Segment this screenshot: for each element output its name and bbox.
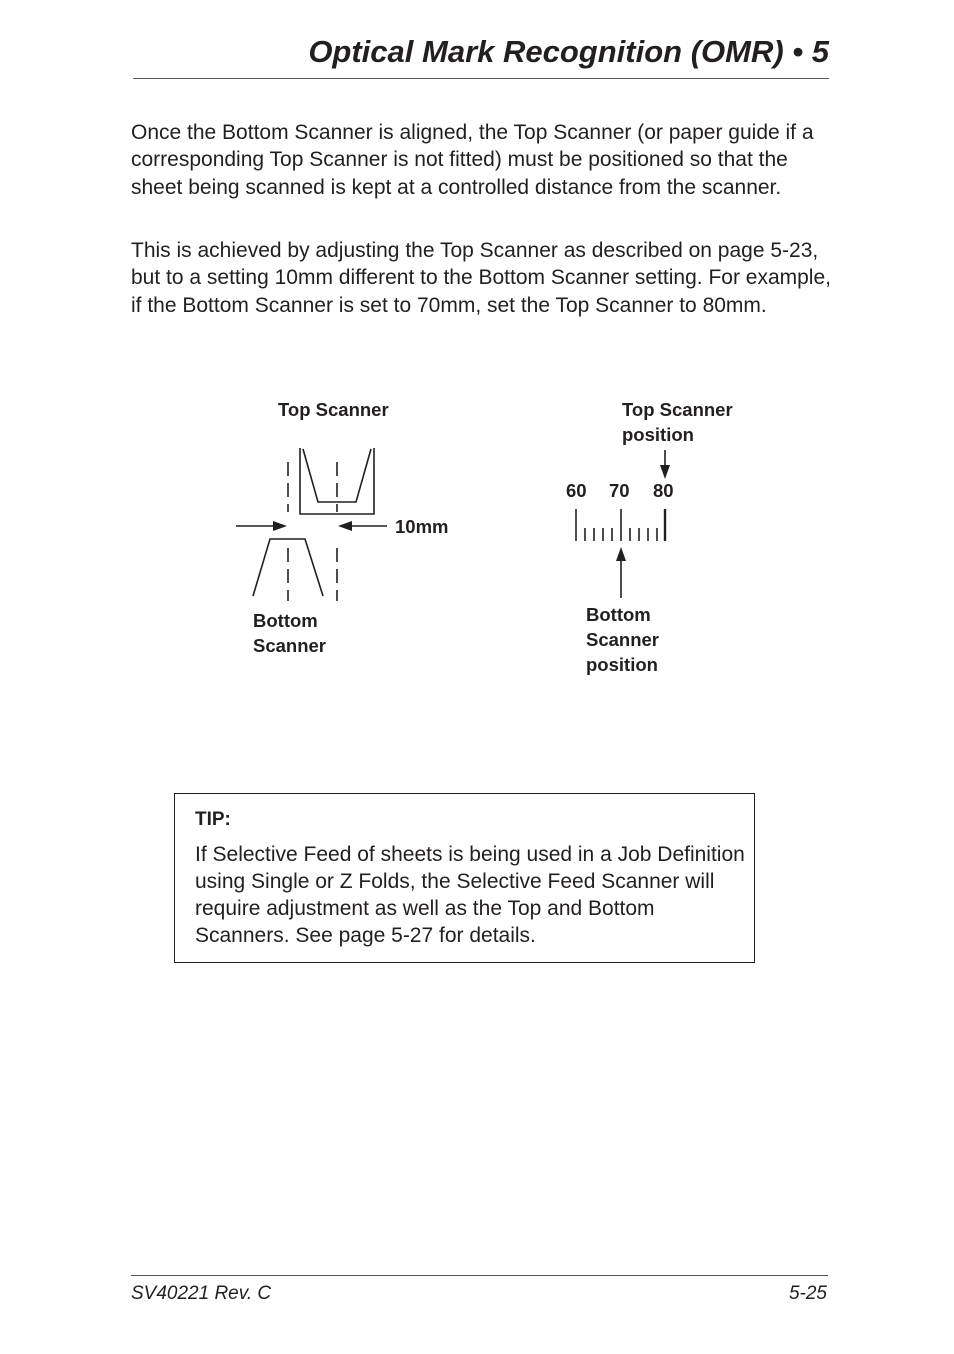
bottom-position-label-line3: position [586,654,658,675]
top-scanner-inner [303,449,371,502]
dimension-arrow-left-head [273,521,287,531]
dimension-arrow-right-head [338,521,352,531]
bottom-position-arrow-head [616,547,626,561]
tip-title: TIP: [195,809,231,830]
top-position-label-line1: Top Scanner [622,399,733,420]
bottom-position-label-line1: Bottom [586,604,651,625]
bottom-scanner-shape [253,539,323,596]
top-position-label-line2: position [622,424,694,445]
top-position-arrow-head [660,465,670,479]
top-scanner-shape [300,448,374,514]
tip-box [174,793,755,963]
scanner-diagram-left [236,448,387,601]
scale-diagram-right [576,450,670,598]
gap-10mm-label: 10mm [395,516,449,537]
footer-rule [131,1275,828,1276]
body-paragraph-1: Once the Bottom Scanner is aligned, the Top Scanner (or paper guide if a corresponding Top Scanner is not fitted) must be positioned so that the sheet being scanned is kept at a controlled distance from the scanner. [131,121,814,199]
top-scanner-label: Top Scanner [278,399,389,420]
bottom-scanner-label-line2: Scanner [253,635,327,656]
page-title: Optical Mark Recognition (OMR) • 5 [308,34,829,69]
scale-label-80: 80 [653,480,674,501]
body-paragraph-2: This is achieved by adjusting the Top Scanner as described on page 5-23, but to a setting 10mm different to the Bottom Scanner setting. For example, if the Bottom Scanner is set to 70mm, set the Top Scanner to 80mm. [131,239,831,317]
bottom-position-label-line2: Scanner [586,629,660,650]
bottom-scanner-label-line1: Bottom [253,610,318,631]
scale-label-70: 70 [609,480,630,501]
footer-page-number: 5-25 [788,1283,827,1304]
tip-text: If Selective Feed of sheets is being used in a Job Definition using Single or Z Folds, the Selective Feed Scanner will require adjustment as well as the Top and Bottom Scanners. See page 5-27 for details. [195,843,745,947]
header-rule [133,78,829,79]
scale-label-60: 60 [566,480,587,501]
footer-doc-ref: SV40221 Rev. C [131,1283,272,1304]
